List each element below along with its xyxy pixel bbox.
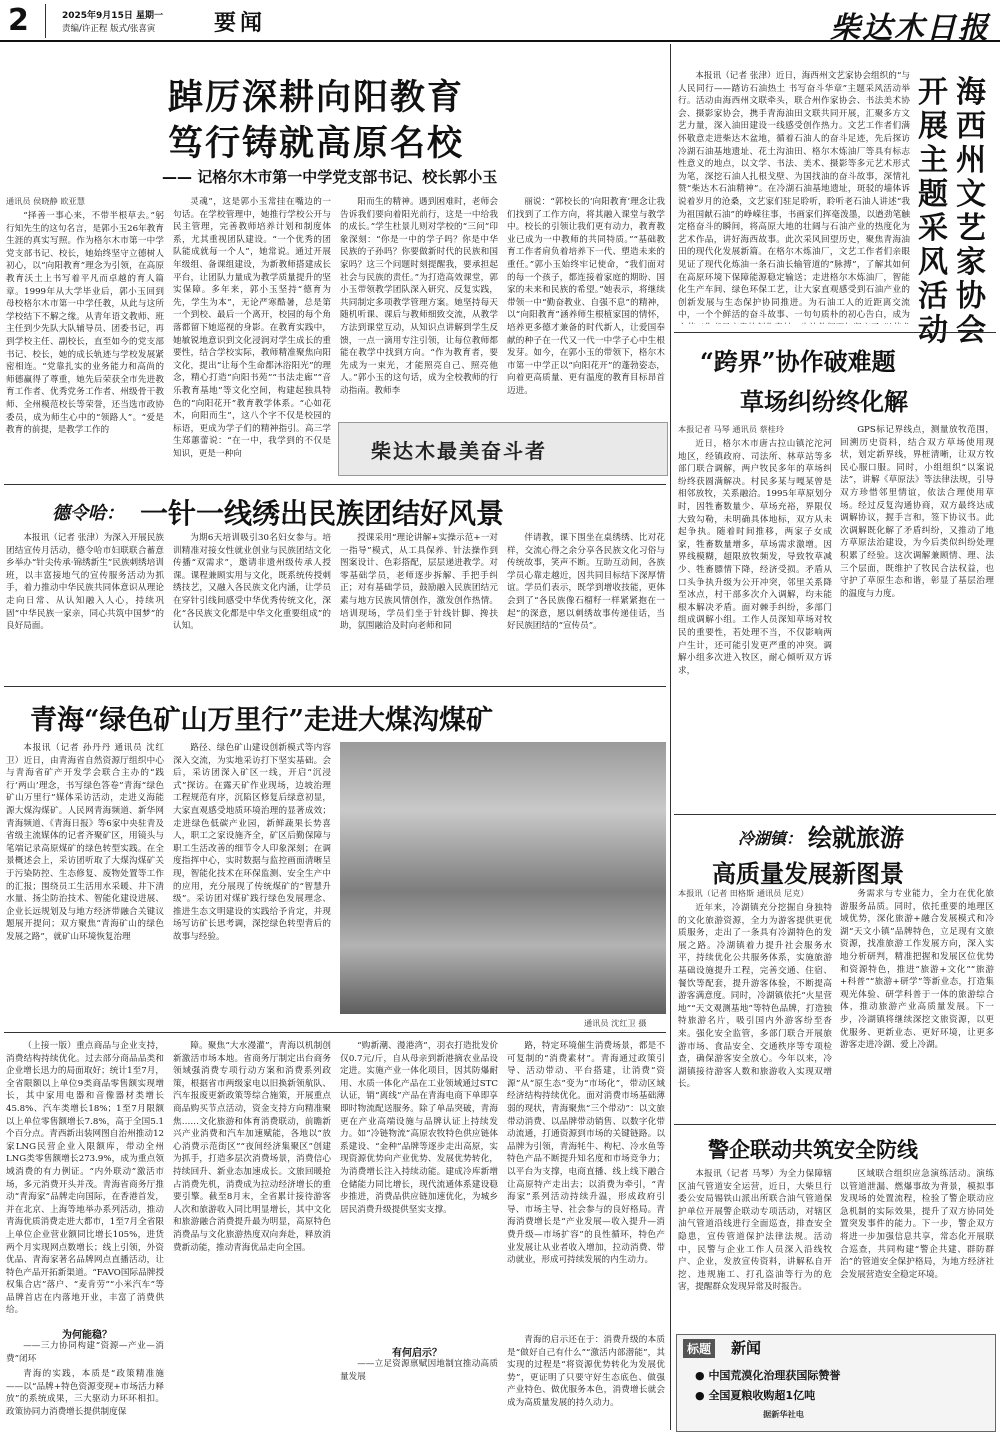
news-box-label: 标题 bbox=[683, 1339, 715, 1358]
article4-col3-sub: ——立足资源禀赋因地制宜推动高质量发展 bbox=[340, 1359, 498, 1382]
article2-title-main: 一针一线绣出民族团结好风景 bbox=[140, 497, 505, 530]
article3-col2: 路径、绿色矿山建设创新模式等内容深入交流，为实地采访打下坚实基础。会后，采访团深入矿区一线，开启“沉浸式”探访。在露天矿作业现场，边坡治理工程规范有序，沉陷区修复后绿意初显，大家直观感受地质环境治理的显著成效；走进绿色低碳产业园，新鲜蔬果长势喜人，职工之家设施齐全，矿区后勤保障与职工生活改善的细节令人印象深刻；在调度指挥中心，实时数据与监控画面清晰呈现，智能化技术在环保监测、安全生产中的应用，充分展现了传统煤矿的“智慧升级”。采访团对煤矿践行绿色发展理念、推进生态文明建设的实践给予肯定，并现场写访矿长思考调，深挖绿色转型背后的故事与经验。 bbox=[173, 743, 331, 942]
article3-photo-caption: 通讯员 沈红卫 摄 bbox=[584, 1018, 647, 1028]
article2-col2: 为期6天培训吸引30名妇女参与。培训精准对接女性就业创业与民族团结文化传播“双需求”，邀请非遗州级传承人授课。课程兼顾实用与文化，既系统传授刺绣技艺，又融入各民族文化内涵，让学员在穿针引线间感受中华优秀传统文化，深化“各民族文化都是中华文化重要组成”的认知。 bbox=[173, 533, 331, 632]
article4-col1: （上接一版）重点商品与企业支持，消费结构持续优化。过去部分商品品类和企业增长迅力的局面取好；统计1至7月，全省限额以上单位9类商品零售额实现增长，其中家用电器和音像器材类增长45.8%、汽车类增长18%；1至7月限额以上单位零售额增长7.8%，高于全国5.1个百分点。青西新出装网图自治州推动12家LNG民营企业入限额库，带动全州LNG类零售额增长273.9%，成为重点领域消费的有力例证。“内外联动”激活市场，多元消费开头并茂。青海省商务厅推动“青海家”品牌走向国际，在香港首发，并在北京、上海等地举办系列活动，推动青海优质消费走进大都市，1至7月全省限上单位企业营业额同比增长105%，进货两个月实现网点数增长；线上引领，外资优品、青海家著名品牌网点直播活动，让特色产品开拓新渠道。“FAVO国际品牌授权集合店”落户、“麦肯劳”“小米汽车”等品牌首店在内落地开业，丰富了消费供给。 bbox=[6, 1041, 164, 1316]
article4-col3-head: 有何启示？ bbox=[392, 1348, 442, 1359]
article2-col4: 伴请教，课下围坐在桌绣绣、比对花样，交流心得之余分享各民族文化习俗与传统故事，笑声不断。互助互动间，各族学员心靠走越近，因共同目标结下深厚情谊。学员们表示，既学到增收技能，更体会到了“各民族像石榴籽一样紧紧抱在一起”的深意，愿以刺绣故事传递佳话，当好民族团结的“宣传员”。 bbox=[507, 533, 665, 632]
article1-title-line2: 笃行铸就高原名校 bbox=[168, 123, 465, 164]
right3-title-main: 绘就旅游 bbox=[808, 823, 904, 852]
banner-text: 柴达木最美奋斗者 bbox=[371, 439, 547, 463]
right4-col2: 区域联合组织应急演练活动。演练以管道泄漏、燃爆事故为背景，模拟事发现场的处置流程，检验了警企联动应急机制的实际效果，提升了双方协同处置突发事件的能力。下一步，警企双方将进一步加强信息共享，常态化开展联合巡查，共同构建“警企共建、群防群治”的管道安全保护格局，为地方经济社会发展营造安全稳定环境。 bbox=[840, 1169, 994, 1280]
right3-byline: 本报讯（记者 田格斯 通讯员 尼克） bbox=[678, 888, 809, 898]
article1-col2: 灵魂”，这是郭小玉常挂在嘴边的一句话。在学校管理中，她推行学校公开与民主管理，完善教师培养计划和制度体系，尤其重视团队建设。“一个优秀的团队能成就每一个人”，她常说。通过开展年级组、备课组建设，为新教师搭建成长平台，让团队力量成为教学质量提升的坚实保障。多年来，郭小玉坚持“德育为先，学生为本”，无论严寒酷暑，总是第一个到校、最后一个离开，校园的每个角落都留下她巡视的身影。在教育实践中，她敏锐地意识到文化浸润对学生成长的重要性，结合学校实际，教师精准聚焦向阳文化，提出“让每个生命都沐浴阳光”的理念，精心打造“向阳书苑”“书法走廊”“音乐教育基地”等文化空间，构建起独具特色的“向阳花开”教育教学体系。“心如花木，向阳而生”，这八个字不仅是校园的标语，更成为学子们的精神指引。高三学生郑蕙蕾说：“在一中，我学到的不仅是知识，更是一种向 bbox=[173, 197, 331, 459]
article2-col1: 本报讯（记者 张津）为深入开展民族团结宣传月活动，德令哈市妇联联合蓄意乡举办“针尖传承·锦绣新生”民族刺绣培训班，以丰富接地气的宣传服务活动为抓手，着力推动中华民族共同体意识从理论走向日常、从认知融入人心，持续巩固“中华民族一家亲，同心共筑中国梦”的良好局面。 bbox=[6, 533, 164, 632]
right2-col1: 近日，格尔木市唐古拉山镇沱沱河地区，经镇政府、司法所、林草站等多部门联合调解，两户牧民多年的草场纠纷终获圆满解决。村民多某与嘎某曾是相邻放牧，关系融洽。1995年草原划分时，因牲畜数量少、草场充裕，界限仅大致勾勒，未明确具体地标，双方从未起争执。随着时间推移，两家子女成家，牲畜数量增多，草场需求激增。因界线模糊，超限放牧频发，导致牧草减少、牲畜膘情下降，经济受损。矛盾从口头争执升级为公开冲突，邻里关系降至冰点，村干部多次介入调解，均未能根本解决矛盾。面对棘手纠纷，多部门组成调解小组。工作人员深知草场对牧民的重要性，若处理不当，不仅影响两户生计，还可能引发更严重的冲突。调解小组多次进入牧区，耐心倾听双方诉求， bbox=[678, 439, 832, 676]
article2-col3: 授课采用“理论讲解+实操示范+一对一指导”模式，从工具保养、针法操作到图案设计、色彩搭配，层层递进教学。对零基础学员，老师逐步拆解、手把手纠正；对有基础学员，鼓励融入民族团结元素与地方民族风情创作，激发创作热情。培训现场，学员们坐于针线针脚、搀扶助，氛围融洽及时向老师和同 bbox=[340, 533, 498, 632]
section-name: 要闻 bbox=[214, 11, 267, 36]
header-editors: 责编/许正程 版式/张喜寅 bbox=[62, 24, 156, 34]
right2-title-line2: 草场纠纷终化解 bbox=[740, 387, 908, 416]
news-box-heading: 新闻 bbox=[731, 1339, 762, 1357]
article4-col1-tail: 青海的实践，本质是“政策精准施——以“品牌+特色资源变现+市场活力释放”的系统成果，三大驱动力环环相扣。政策协同力消费增长提供制度保 bbox=[6, 1369, 164, 1417]
article4-col1-head: 为何能稳？ bbox=[62, 1330, 112, 1341]
header-date: 2025年9月15日 星期一 bbox=[62, 11, 163, 21]
article1-col1: “择善一事心来，不带半根草去。”躬行知先生的这句名言，是郭小玉26年教育生涯的真实写照。作为格尔木市第一中学党支部书记、校长，她始终坚守立德树人初心，以“向阳教育”理念为引领，在高原教育沃土上书写着平凡而卓越的育人篇章。1999年从大学毕业后，郭小玉回到母校格尔木市第一中学任教，从此与这所学校结下不解之缘。从青年语文教师、班主任到少先队大队辅导员、团委书记，再到学校主任、副校长，直至如今的党支部书记、校长，她的成长轨迹与学校发展紧密相连。“党靠扎实的业务能力和高尚的师德赢得了尊重，她先后荣获全市先进教育工作者、优秀党务工作者、州级骨干教师、全州模范校长等荣誉，还当选市政协委员，成为师生心中的“领路人”。“爱是教育的前提，是教学工作的 bbox=[6, 211, 164, 436]
right3-col1: 近年来，冷湖镇充分挖掘自身独特的文化旅游资源，全力为游客提供更优质服务，走出了一条具有冷湖特色的发展之路。冷湖镇着力提升社会服务水平，持续优化公共服务体系，实施旅游基础设施提升工程，完善交通、住宿、餐饮等配套，提升游客体验，不断提高游客满意度。同时，冷湖镇依托“火星营地”“天文观测基地”等特色品牌，打造独特旅游名片，吸引国内外游客纷至沓来。强化安全监管，多部门联合开展旅游市场、食品安全、交通秩序等专项检查，确保游客安全放心。今年以来，冷湖镇接待游客人数和旅游收入实现双增长。 bbox=[678, 903, 832, 1090]
page-number: 2 bbox=[8, 3, 29, 38]
article1-col3: 阳而生的精神。遇到困难时，老师会告诉我们要向着阳光前行，这是一中给我的成长。”学生杜景儿则对学校的“三问”印象深刻：“你是一中的学子吗？你是中华民族的子孙吗？你要做新时代的民族和国家吗？这三个问题时刻提醒我，要承担起社会与民族的责任。”为打造高效课堂，郭小玉带领教学团队深入研究、反复实践，共同制定多项教学管理方案。她坚持每天随机听课、课后与教师细致交流，从教学方法到课堂互动，从知识点讲解到学生反馈，一点一滴用专注引领，让每位教师都能在教学中找到方向。“作为教育者，要先成为一束光，才能照亮自己、照亮他人。”郭小玉的这句话，成为全校教师的行动指南。教师李 bbox=[340, 197, 498, 396]
fighters-banner bbox=[338, 422, 668, 476]
right3-title-prefix: 冷湖镇： bbox=[738, 829, 803, 848]
article3-col1: 本报讯（记者 孙丹丹 通讯员 沈红卫）近日，由青海省自然资源厅组织中心与青海省矿产开发学会联合主办的“践行‘两山’理念，书写绿色答卷”青海“绿色矿山万里行”媒体采访活动，走进义海能源大煤沟煤矿。人民网青海频道、新华网青海频道、《青海日报》等6家中央驻青及省级主流媒体的记者齐聚矿区，用镜头与笔端记录高原煤矿的绿色转型实践。在全景概述会上，采访团听取了大煤沟煤矿关于污染防控、生态修复、废物处置等工作的汇报；围绕员工生活用水采暖、井下清水量、扬尘防治技术、智能化建设进展、企业长远规划及与地方经济带融合关键议题展开提问；双方聚焦“青海矿山的绿色发展之路”，就矿山环境恢复治理 bbox=[6, 743, 164, 942]
article2-title-prefix: 德令哈： bbox=[52, 503, 124, 524]
right1-title-line1: 海西州文艺家协会 bbox=[956, 75, 986, 348]
article4-col3: “购新潮、漫港湾”，羽衣打造批发价仅0.7元/斤，自从母亲到新港摘农业品设定进。实施产业一体化项目，因其防爆耐用、水质一体化产品在工业领域通过STC认证，销“离线”产品在青海电商下单即享即时物流配送服务。除了单品突破，青海更在产业高端设施与品牌认证上持续发力。如“冷链物流”高原农牧特色供应链体系建设、“金种”品牌等逐步走出高原，实现资源优势向产业优势、发展优势转化，为消费增长注入持续动能。建成冷库新增仓储能力同比增长，现代流通体系建设稳步推进，消费品供应链加速优化，为城乡居民消费升级提供坚实支撑。 bbox=[340, 1041, 498, 1215]
article1-byline: 通讯员 侯晓静 欧亚慧 bbox=[6, 196, 85, 206]
article1-subtitle: —— 记格尔木市第一中学党支部书记、校长郭小玉 bbox=[162, 168, 498, 186]
article4-col4: 路，特定环境催生消费场景，都是不可复制的“消费素材”。青海通过政策引导、活动带动、平台搭建，让消费“资源”从“原生态”变为“市场化”，带动区域经济结构持续优化。面对消费市场基础薄弱的现状，青海聚焦“三个带动”：以文旅带动消费、以品牌带动销售、以数字化带动流通，打通资源到市场的关键链路。以品牌为引领，青海牦牛、枸杞、冷水鱼等特色产品不断提升知名度和市场竞争力；以平台为支撑，电商直播、线上线下融合让高原特产走出去；以消费为牵引，“青海家”系列活动持续升温，形成政府引导、市场主导、社会参与的良好格局。青海消费增长是“产业发展—收入提升—消费升级—市场扩容”的良性循环，特色产业发展让从业者收入增加，拉动消费、带动就业，形成可持续发展的内生动力。 bbox=[507, 1041, 665, 1266]
right3-col2: 务需求与专业能力，全力在优化旅游服务品质。同时，依托重要的地理区域优势，深化旅游+融合发展模式和冷湖“天文小镇”品牌特色，立足现有文旅资源，找准旅游工作发展方向，深入实地分析研判，精准把握和发展区位优势和资源特色，推进“旅游+文化”“旅游+科普”“旅游+研学”等新业态，打造集观光体验、研学科普于一体的旅游综合体，推动旅游产业高质量发展。下一步，冷湖镇将继续深挖文旅资源，以更优服务、更新业态、更好环境，让更多游客走进冷湖、爱上冷湖。 bbox=[840, 889, 994, 1051]
right2-col2: GPS标记界线点，测量放牧范围，回溯历史资料，结合双方草场使用现状，划定新界线，界桩清晰，让双方牧民心服口服。同时，小组组织“以案说法”，讲解《草原法》等法律法规，引导双方珍惜邻里情谊，依法合理使用草场。经过反复沟通协商，双方最终达成调解协议，握手言和，签下协议书。此次调解既化解了矛盾纠纷，又推动了地方草原法治建设，为今后类似纠纷处理积累了经验。这次调解兼顾情、理、法三个层面，既维护了牧民合法权益，也守护了草原生态和谐，彰显了基层治理的温度与力度。 bbox=[840, 425, 994, 599]
article3-title: 青海“绿色矿山万里行”走进大煤沟煤矿 bbox=[30, 705, 494, 736]
news-item-2: ● 全国夏粮收购超1亿吨 bbox=[695, 1389, 816, 1402]
coal-mine-photo bbox=[340, 742, 666, 1014]
right1-title-line2: 开展主题采风活动 bbox=[918, 75, 948, 348]
news-box-source: 据新华社电 bbox=[763, 1409, 804, 1419]
right4-col1: 本报讯（记者 马琴）为全力保障辖区油气管道安全运营，近日，大柴旦行委公安局锡铁山派出所联合油气管道保护单位开展警企联动专项活动，对辖区油气管道沿线进行全面巡查，排查安全隐患，宣传管道保护法律法规。活动中，民警与企业工作人员深入沿线牧户、企业，发放宣传资料，讲解私自开挖、违规施工、打孔盗油等行为的危害，提醒群众发现异常及时报告。 bbox=[678, 1169, 832, 1293]
right2-byline: 本报记者 马琴 通讯员 蔡桂玲 bbox=[678, 424, 785, 434]
right2-title-line1: “跨界”协作破难题 bbox=[700, 347, 896, 376]
news-box bbox=[676, 1334, 996, 1432]
news-item-1: ● 中国荒漠化治理获国际赞誉 bbox=[695, 1369, 841, 1382]
news-item-1-text: 中国荒漠化治理获国际赞誉 bbox=[708, 1369, 841, 1382]
article1-col4: 丽说：“郭校长的‘向阳教育’理念让我们找到了工作方向，将其融入课堂与教学中。校长的引领让我们更有动力，教育教业已成为一中教师的共同特质。”“基础教育工作者肩负着培养下一代、塑造未来的重任。”郭小玉始终牢记使命，“我们面对的每一个孩子，都连接着家庭的期盼、国家的未来和民族的希望。”她表示，将继续带领一中“勤奋教业、自强不息”的精神，以“向阳教育”涵养师生根植家国的情怀，培养更多德才兼备的时代新人，让爱国奉献的种子在一代又一代一中学子心中生根发芽。如今，在郭小玉的带领下，格尔木市第一中学正以“向阳花开”的蓬勃姿态，向着更高质量、更有温度的教育目标昂首迈进。 bbox=[507, 197, 665, 396]
right3-title-line2: 高质量发展新图景 bbox=[712, 859, 904, 888]
article1-title-line1: 踔厉深耕向阳教育 bbox=[168, 77, 465, 118]
news-item-2-text: 全国夏粮收购超1亿吨 bbox=[708, 1389, 816, 1402]
article4-col2: 障。聚焦“大水漫灌”，青海以机制创新激活市场本地。省商务厅制定出台商务领域强消费专项行动方案和消费系列政策，根据省市两级家电以旧换新领航队、汽车报废更新政策等综合施策，开展重点商品购买节点活动，资金支持方向精准聚焦……文化旅游和体育消费联动，前瞻新兴产业消费和汽车加速赋能，各地以“放心消费示范街区”“夜间经济集聚区”创建为抓手，打造多层次消费场景，消费信心持续回升、新业态加速成长。文旅回暖抢占消费先机，消费成为拉动经济增长的重要引擎。截至8月末，全省累计接待游客人次和旅游收入同比明显增长，其中文化和旅游融合消费提升最为明显，高原特色消费品与文化旅游热度双向奔赴，释放消费新动能，推动青海优品走向全国。 bbox=[173, 1041, 331, 1253]
article4-col1-sub: ——三力协同构建“资源—产业—消费”闭环 bbox=[6, 1341, 164, 1364]
right1-body: 本报讯（记者 张津）近日，海西州文艺家协会组织的“与人民同行——踏访石油热土 书写奋斗华章”主题采风活动举行。活动由海西州文联牵头，联合州作家协会、书法美术协会、摄影家协会，携手青海油田文联共同开展，汇聚多方文艺力量，深入油田建设一线感受创作热力。文艺工作者们满怀敬意走进柴达木盆地，循着石油人的奋斗足迹，先后探访冷湖石油基地遗址、花土沟油田、格尔木炼油厂等具有标志性意义的地点，以文学、书法、美术、摄影等多元艺术形式为笔，深挖石油人扎根戈壁、为国找油的奋斗故事，深情礼赞“柴达木石油精神”。在冷湖石油基地遗址，斑驳的墙体诉说着岁月的沧桑，文艺家们驻足聆听，聆听老石油人讲述“我为祖国献石油”的峥嵘往事，书画家们挥毫泼墨，以遒劲笔触定格奋斗的瞬间，将高原大地的壮阔与石油产业的热度化为艺术作品，讲好海西故事。此次采风回望历史，聚焦青海油田的现代化发展新篇。在格尔木炼油厂，文艺工作者们亲眼见证了现代化炼油一条石油长输管道的“脉搏”，了解其如何在高原环境下保障能源稳定输送；走进格尔木炼油厂，智能化生产车间、绿色环保工艺，让大家直观感受到石油产业的创新发展与生态保护协同推进。为石油工人的近距离交流中，一个个鲜活的奋斗故事、一句句质朴的初心告白，成为 bbox=[678, 71, 910, 321]
masthead: 柴达木日报 bbox=[830, 11, 990, 46]
article4-col4-tail: 青海的启示还在于：消费升级的本质是“做好自己有什么”“激活内部潜能”，其实现的过程是“将资源优势转化为发展优势”，更证明了只要守好生态底色、做强产业特色、做优服务本色，消费增长就会成为高质量发展的持久动力。 bbox=[507, 1335, 665, 1408]
right4-title: 警企联动共筑安全防线 bbox=[708, 1137, 918, 1162]
